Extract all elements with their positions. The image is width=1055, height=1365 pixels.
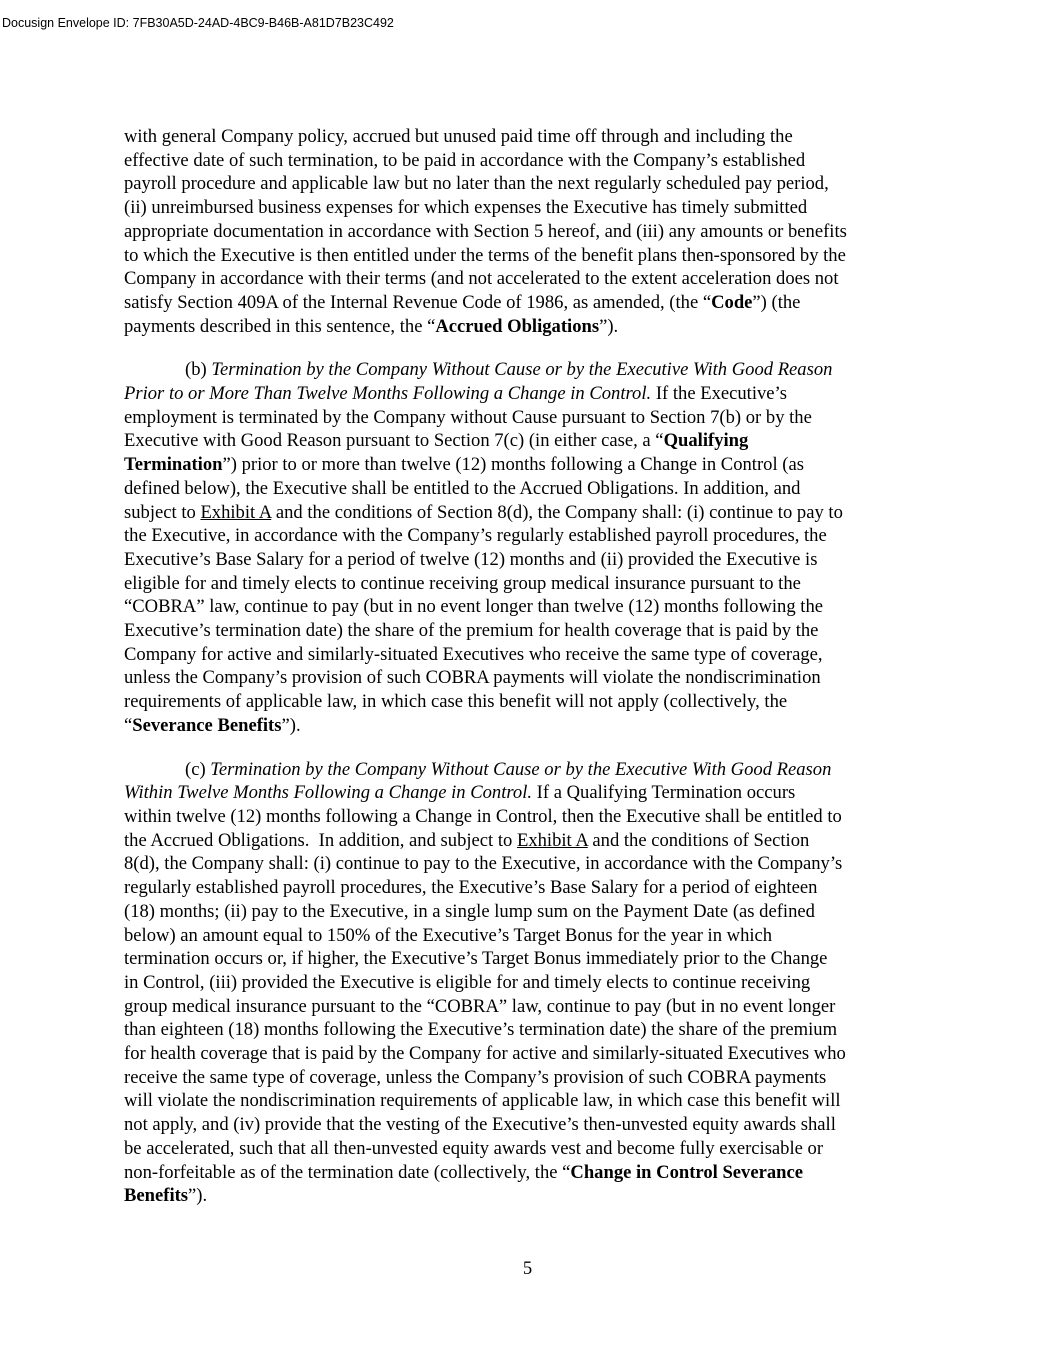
text-line: group medical insurance pursuant to the “COBRA” law, continue to pay (but in no event longer [124,995,836,1017]
text-fragment: ”). [281,714,301,736]
text-line: Company for active and similarly-situated Executives who receive the same type of coverage, [124,643,823,665]
text-line: requirements of applicable law, in which case this benefit will not apply (collectively, the [124,691,788,713]
text-line: will violate the nondiscrimination requirements of applicable law, in which case this benefit will [124,1090,841,1112]
text-fragment: and the conditions of Section [587,829,810,851]
section-heading: Within Twelve Months Following a Change in Control. [124,782,533,804]
text-fragment: the Accrued Obligations. In addition, and subject to [124,829,517,851]
text-line: 8(d), the Company shall: (i) continue to pay to the Executive, in accordance with the Company’s [124,853,843,875]
text-fragment: If a Qualifying Termination occurs [532,782,796,804]
defined-term-accrued-obligations: Accrued Obligations [435,315,600,337]
text-line: within twelve (12) months following a Change in Control, then the Executive shall be entitled to [124,805,842,827]
text-line: in Control, (iii) provided the Executive is eligible for and timely elects to continue receiving [124,971,811,993]
text-fragment: and the conditions of Section 8(d), the Company shall: (i) continue to pay to [271,501,843,523]
paragraph-b-qualifying-termination [124,358,932,737]
text-line: with general Company policy, accrued but unused paid time off through and including the [124,126,793,147]
text-line: than eighteen (18) months following the Executive’s termination date) the share of the premium [124,1019,838,1041]
text-line [124,1161,932,1185]
text-fragment: ”). [188,1185,208,1207]
text-line [124,829,932,853]
text-fragment: ”) (the [752,291,801,313]
section-heading: Prior to or More Than Twelve Months Following a Change in Control. [124,383,652,405]
text-fragment: ”) prior to or more than twelve (12) months following a Change in Control (as [222,454,804,476]
text-line: “COBRA” law, continue to pay (but in no event longer than twelve (12) months following the [124,596,824,618]
section-heading: Termination by the Company Without Cause or by the Executive With Good Reason [210,758,832,780]
paragraph-accrued-obligations [124,125,932,338]
section-label: (c) [185,758,211,780]
text-line [124,429,932,453]
page-number: 5 [522,1258,533,1279]
text-line [124,1184,932,1208]
text-line: (18) months; (ii) pay to the Executive, in a single lump sum on the Payment Date (as defined [124,900,815,922]
section-label: (b) [185,359,212,381]
text-line: employment is terminated by the Company without Cause pursuant to Section 7(b) or by the [124,406,812,428]
text-line: effective date of such termination, to be paid in accordance with the Company’s established [124,149,806,171]
text-line: for health coverage that is paid by the Company for active and similarly-situated Executives who [124,1043,846,1065]
defined-term-qualifying: Qualifying [663,430,749,452]
text-fragment: ”). [599,315,619,337]
text-line: unless the Company’s provision of such COBRA payments will violate the nondiscrimination [124,667,821,689]
text-line: below) an amount equal to 150% of the Executive’s Target Bonus for the year in which [124,924,773,946]
defined-term-code: Code [711,291,753,313]
text-line: Company in accordance with their terms (and not accelerated to the extent acceleration does not [124,268,839,290]
text-fragment: “ [124,714,133,736]
text-fragment: non-forfeitable as of the termination date (collectively, the “ [124,1161,571,1183]
document-body [124,125,932,1228]
text-line: the Executive, in accordance with the Company’s regularly established payroll procedures, the [124,525,827,547]
text-line [124,291,932,315]
text-line [124,501,932,525]
docusign-envelope-id: Docusign Envelope ID: 7FB30A5D-24AD-4BC9-B46B-A81D7B23C492 [2,16,394,30]
text-line: termination occurs or, if higher, the Executive’s Target Bonus immediately prior to the Change [124,948,828,970]
text-line [124,781,932,805]
text-line: Executive’s Base Salary for a period of twelve (12) months and (ii) provided the Executive is [124,548,818,570]
text-line: Executive’s termination date) the share of the premium for health coverage that is paid by the [124,620,819,642]
text-line: payroll procedure and applicable law but no later than the next regularly scheduled pay period, [124,173,829,195]
text-line: to which the Executive is then entitled under the terms of the benefit plans then-sponsored by the [124,244,846,266]
text-line: receive the same type of coverage, unless the Company’s provision of such COBRA payments [124,1066,827,1088]
text-line: be accelerated, such that all then-unvested equity awards vest and become fully exercisable or [124,1137,824,1159]
text-fragment: satisfy Section 409A of the Internal Revenue Code of 1986, as amended, (the “ [124,291,712,313]
text-line [124,453,932,477]
text-line: eligible for and timely elects to continue receiving group medical insurance pursuant to the [124,572,801,594]
defined-term-severance-benefits: Severance Benefits [132,714,282,736]
text-line: appropriate documentation in accordance with Section 5 hereof, and (iii) any amounts or benefits [124,220,847,242]
text-line: defined below), the Executive shall be entitled to the Accrued Obligations. In addition, and [124,477,801,499]
defined-term-benefits: Benefits [124,1185,189,1207]
section-heading: Termination by the Company Without Cause or by the Executive With Good Reason [211,359,833,381]
text-fragment: payments described in this sentence, the “ [124,315,436,337]
exhibit-a-reference: Exhibit A [516,829,588,851]
exhibit-a-reference: Exhibit A [200,501,272,523]
defined-term-change-in-control-severance: Change in Control Severance [570,1161,803,1183]
text-line: not apply, and (iv) provide that the vesting of the Executive’s then-unvested equity awards shall [124,1114,836,1136]
text-line [124,714,932,738]
text-fragment: Executive with Good Reason pursuant to Section 7(c) (in either case, a “ [124,430,664,452]
text-line: (ii) unreimbursed business expenses for which expenses the Executive has timely submitted [124,197,808,219]
text-line: regularly established payroll procedures, the Executive’s Base Salary for a period of eighteen [124,877,818,899]
text-fragment: subject to [124,501,201,523]
text-line [124,758,932,782]
paragraph-c-change-in-control [124,758,932,1208]
text-fragment: If the Executive’s [651,383,787,405]
text-line [124,315,932,339]
defined-term-termination: Termination [124,454,223,476]
text-line [124,358,932,382]
text-line [124,382,932,406]
